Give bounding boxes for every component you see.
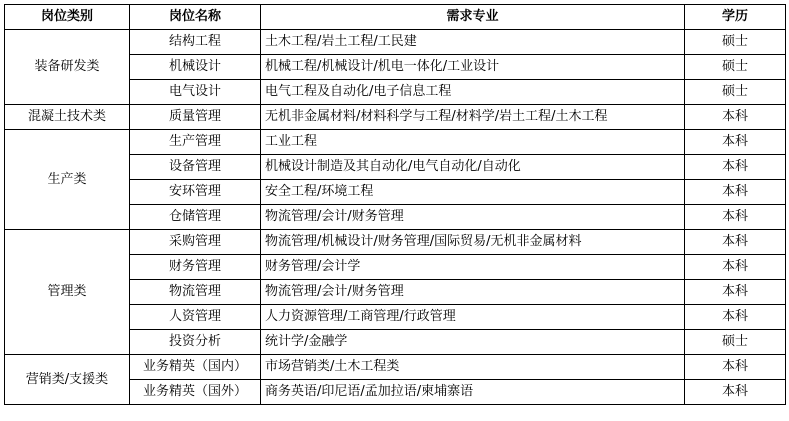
education-cell: 硕士	[685, 30, 786, 55]
table-row	[5, 30, 786, 55]
category-cell: 装备研发类	[5, 30, 130, 105]
education-cell: 本科	[685, 155, 786, 180]
header-category: 岗位类别	[5, 5, 130, 30]
education-cell: 硕士	[685, 330, 786, 355]
major-cell: 市场营销类/土木工程类	[261, 355, 685, 380]
table-row	[5, 130, 786, 155]
major-cell: 物流管理/会计/财务管理	[261, 280, 685, 305]
header-row	[5, 5, 786, 30]
major-cell: 财务管理/会计学	[261, 255, 685, 280]
table-row	[5, 105, 786, 130]
major-cell: 机械工程/机械设计/机电一体化/工业设计	[261, 55, 685, 80]
position-cell: 设备管理	[130, 155, 261, 180]
position-cell: 财务管理	[130, 255, 261, 280]
position-cell: 机械设计	[130, 55, 261, 80]
major-cell: 统计学/金融学	[261, 330, 685, 355]
category-cell: 管理类	[5, 230, 130, 355]
education-cell: 硕士	[685, 80, 786, 105]
major-cell: 安全工程/环境工程	[261, 180, 685, 205]
position-cell: 业务精英（国外）	[130, 380, 261, 405]
position-cell: 采购管理	[130, 230, 261, 255]
category-cell: 营销类/支援类	[5, 355, 130, 405]
position-cell: 质量管理	[130, 105, 261, 130]
major-cell: 无机非金属材料/材料科学与工程/材料学/岩土工程/土木工程	[261, 105, 685, 130]
major-cell: 物流管理/会计/财务管理	[261, 205, 685, 230]
position-cell: 生产管理	[130, 130, 261, 155]
education-cell: 本科	[685, 355, 786, 380]
position-cell: 仓储管理	[130, 205, 261, 230]
position-cell: 安环管理	[130, 180, 261, 205]
education-cell: 本科	[685, 130, 786, 155]
header-education: 学历	[685, 5, 786, 30]
major-cell: 电气工程及自动化/电子信息工程	[261, 80, 685, 105]
recruitment-table	[4, 4, 786, 405]
category-cell: 生产类	[5, 130, 130, 230]
education-cell: 本科	[685, 280, 786, 305]
education-cell: 硕士	[685, 55, 786, 80]
education-cell: 本科	[685, 205, 786, 230]
major-cell: 物流管理/机械设计/财务管理/国际贸易/无机非金属材料	[261, 230, 685, 255]
table-row	[5, 230, 786, 255]
position-cell: 投资分析	[130, 330, 261, 355]
education-cell: 本科	[685, 255, 786, 280]
position-cell: 结构工程	[130, 30, 261, 55]
header-major: 需求专业	[261, 5, 685, 30]
education-cell: 本科	[685, 105, 786, 130]
category-cell: 混凝土技术类	[5, 105, 130, 130]
table-row	[5, 355, 786, 380]
header-position: 岗位名称	[130, 5, 261, 30]
education-cell: 本科	[685, 380, 786, 405]
education-cell: 本科	[685, 180, 786, 205]
major-cell: 土木工程/岩土工程/工民建	[261, 30, 685, 55]
major-cell: 商务英语/印尼语/孟加拉语/柬埔寨语	[261, 380, 685, 405]
major-cell: 人力资源管理/工商管理/行政管理	[261, 305, 685, 330]
education-cell: 本科	[685, 230, 786, 255]
position-cell: 业务精英（国内）	[130, 355, 261, 380]
education-cell: 本科	[685, 305, 786, 330]
position-cell: 人资管理	[130, 305, 261, 330]
position-cell: 电气设计	[130, 80, 261, 105]
position-cell: 物流管理	[130, 280, 261, 305]
major-cell: 机械设计制造及其自动化/电气自动化/自动化	[261, 155, 685, 180]
major-cell: 工业工程	[261, 130, 685, 155]
